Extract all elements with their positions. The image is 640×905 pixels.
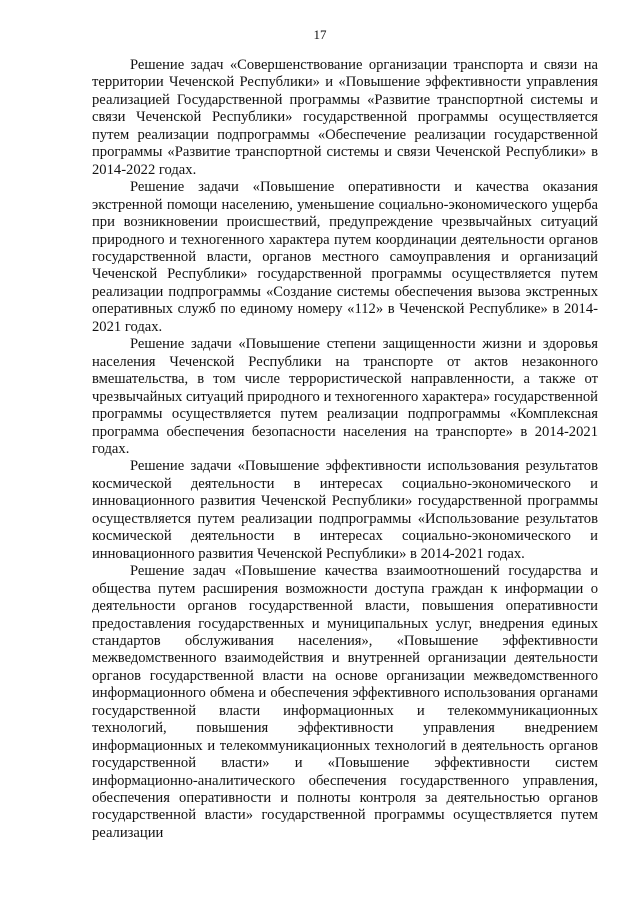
paragraph-transport-communication: Решение задач «Совершенствование организации транспорта и связи на территории Чеченской Республики» и «Повышение эффективности управления реализацией Государственной программы «Развитие транспортной системы и связи Чеченской Республики» государственной программы осуществляется путем реализации подпрограммы «Обеспечение реализации государственной программы «Развитие транспортной системы и связи Чеченской Республики» в 2014-2022 годах. [92,57,598,178]
page-number: 17 [313,27,327,42]
paragraph-space-activity: Решение задачи «Повышение эффективности использования результатов космической деятельности в интересах социально-экономического и инновационного развития Чеченской Республики» государственной программы осуществляется путем реализации подпрограммы «Использование результатов космической деятельности в интересах социально-экономического и инновационного развития Чеченской Республики» в 2014-2021 годах. [92,458,598,562]
paragraph-transport-security: Решение задачи «Повышение степени защищенности жизни и здоровья населения Чеченской Республики на транспорте от актов незаконного вмешательства, в том числе террористической направленности, а также от чрезвычайных ситуаций природного и техногенного характера» государственной программы осуществляется путем реализации подпрограммы «Комплексная программа обеспечения безопасности населения на транспорте» в 2014-2021 годах. [92,336,598,457]
paragraph-information-technologies: Решение задач «Повышение качества взаимоотношений государства и общества путем расширения возможности доступа граждан к информации о деятельности органов государственной власти, повышения оперативности предоставления государственных и муниципальных услуг, внедрения единых стандартов обслуживания населения», «Повышение эффективности межведомственного взаимодействия и внутренней организации деятельности органов государственной власти на основе организации межведомственного информационного обмена и обеспечения эффективного использования органами государственной власти информационных и телекоммуникационных технологий, повышения эффективности управления внедрением информационных и телекоммуникационных технологий в деятельность органов государственной власти» и «Повышение эффективности систем информационно-аналитического обеспечения государственного управления, обеспечения оперативности и полноты контроля за деятельностью органов государственной власти» государственной программы осуществляется путем реализации [92,563,598,841]
body-text [92,57,598,842]
paragraph-emergency-112: Решение задачи «Повышение оперативности и качества оказания экстренной помощи населению, уменьшение социально-экономического ущерба при возникновении происшествий, предупреждение чрезвычайных ситуаций природного и техногенного характера путем координации деятельности органов государственной власти, органов местного самоуправления и организаций Чеченской Республики» государственной программы осуществляется путем реализации подпрограммы «Создание системы обеспечения вызова экстренных оперативных служб по единому номеру «112» в Чеченской Республике» в 2014-2021 годах. [92,179,598,335]
